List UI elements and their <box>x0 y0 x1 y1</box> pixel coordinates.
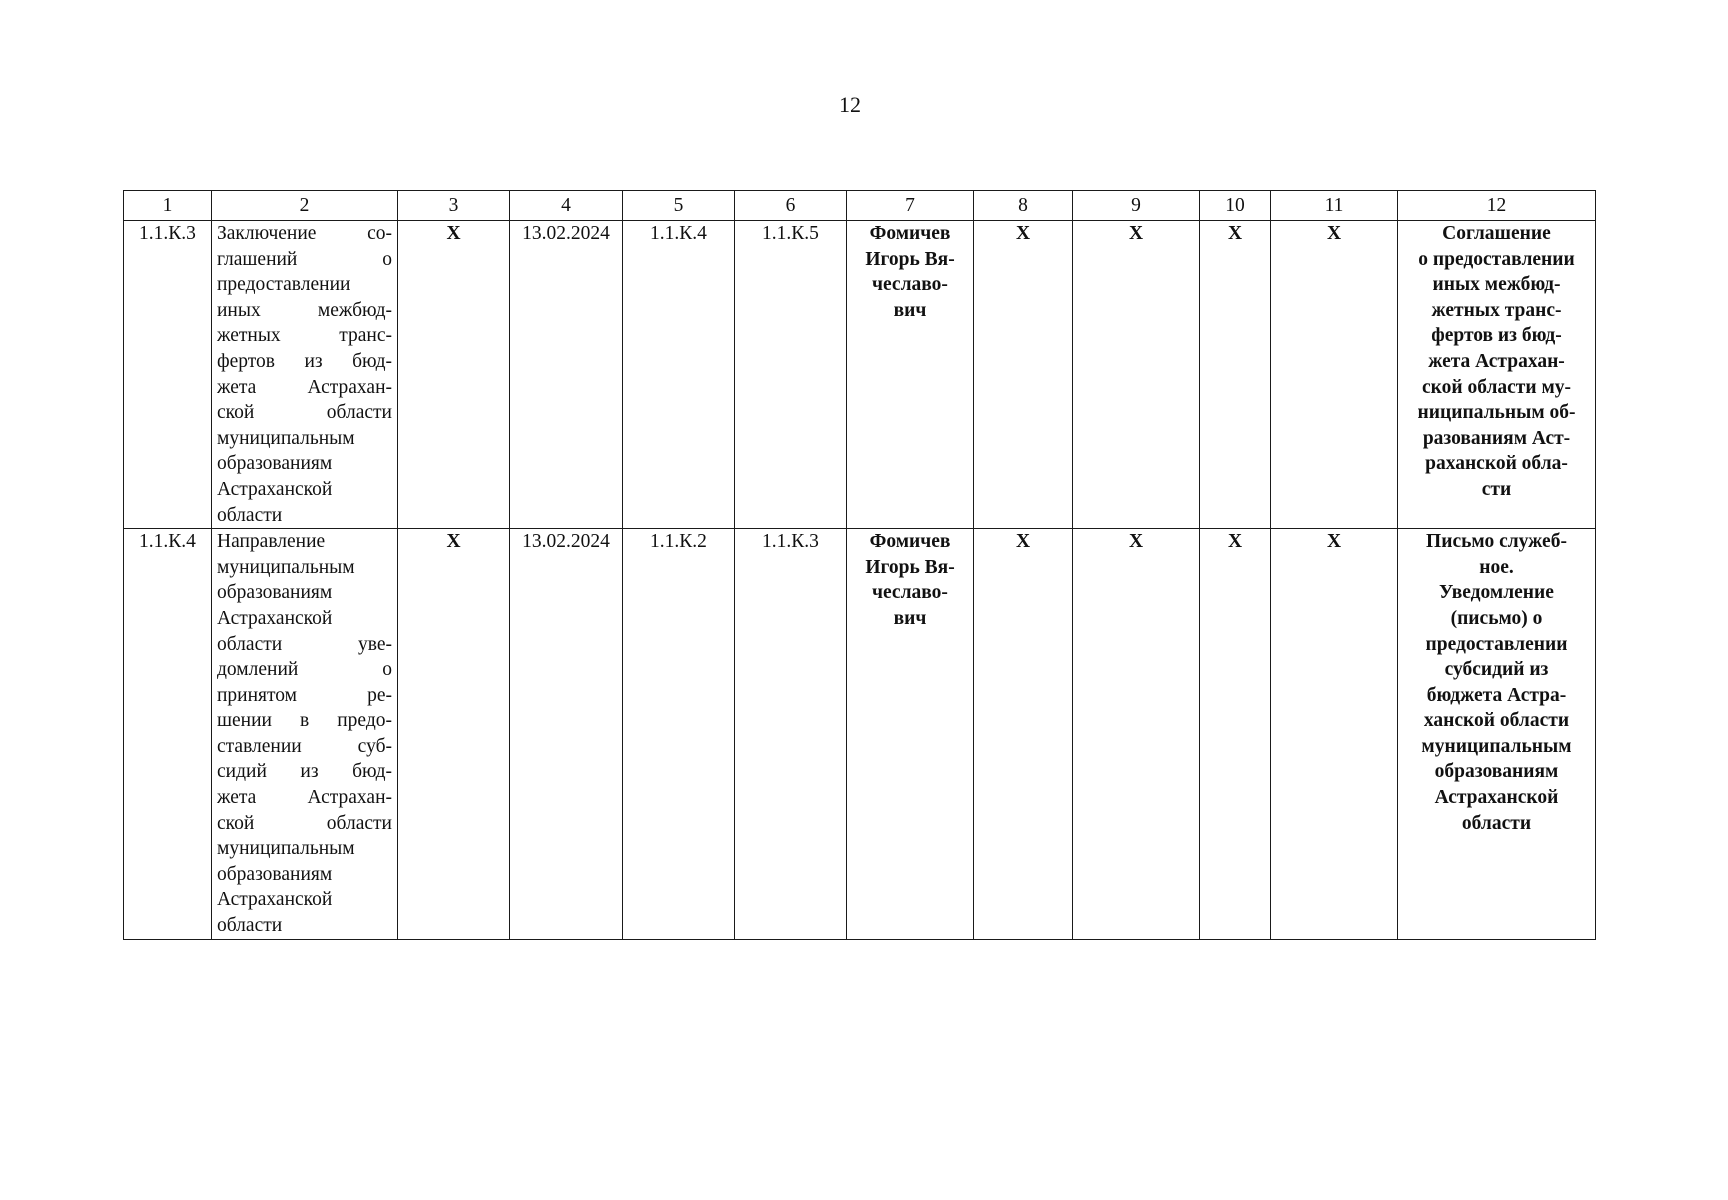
column-header-1: 1 <box>124 191 212 221</box>
responsible-cell <box>847 221 974 529</box>
result-text: Соглашение о предоставлении иных межбюд- жетных транс- фертов из бюд- жета Астрахан- ской области му- ниципальным об- разованиям Аст- раханской обла- сти <box>1417 223 1576 500</box>
result-cell <box>1398 529 1596 940</box>
responsible-text: Фомичев Игорь Вя- чеславо- вич <box>865 223 955 321</box>
ref-cell-col5: 1.1.К.4 <box>623 221 735 529</box>
responsible-text: Фомичев Игорь Вя- чеславо- вич <box>865 531 955 629</box>
mark-cell-col10: Х <box>1200 221 1271 529</box>
mark-cell-col11: Х <box>1271 529 1398 940</box>
column-header-11: 11 <box>1271 191 1398 221</box>
plan-table <box>123 190 1596 940</box>
result-cell <box>1398 221 1596 529</box>
date-cell: 13.02.2024 <box>510 529 623 940</box>
mark-cell-col9: Х <box>1073 529 1200 940</box>
column-header-9: 9 <box>1073 191 1200 221</box>
column-header-8: 8 <box>974 191 1073 221</box>
column-header-10: 10 <box>1200 191 1271 221</box>
description-cell <box>212 221 398 529</box>
date-cell: 13.02.2024 <box>510 221 623 529</box>
mark-cell-col3: Х <box>398 529 510 940</box>
mark-cell-col9: Х <box>1073 221 1200 529</box>
column-header-6: 6 <box>735 191 847 221</box>
responsible-cell <box>847 529 974 940</box>
table-row <box>124 221 1596 529</box>
description-text: Заключение со- глашений о предоставлении иных межбюд- жетных транс- фертов из бюд- жета Астрахан- ской области муниципальным образованиям Астраханской области <box>217 223 392 526</box>
column-header-12: 12 <box>1398 191 1596 221</box>
mark-cell-col11: Х <box>1271 221 1398 529</box>
description-text: Направление муниципальным образованиям Астраханской области уве- домлений о принятом ре- шении в предо- ставлении суб- сидий из бюд- жета Астрахан- ской области муниципальным образованиям Астраханской области <box>217 531 392 937</box>
ref-cell-col6: 1.1.К.3 <box>735 529 847 940</box>
column-header-7: 7 <box>847 191 974 221</box>
ref-cell-col5: 1.1.К.2 <box>623 529 735 940</box>
row-id-cell: 1.1.К.3 <box>124 221 212 529</box>
description-cell <box>212 529 398 940</box>
column-header-2: 2 <box>212 191 398 221</box>
mark-cell-col8: Х <box>974 221 1073 529</box>
column-header-5: 5 <box>623 191 735 221</box>
header-row <box>124 191 1596 221</box>
ref-cell-col6: 1.1.К.5 <box>735 221 847 529</box>
mark-cell-col10: Х <box>1200 529 1271 940</box>
mark-cell-col8: Х <box>974 529 1073 940</box>
column-header-3: 3 <box>398 191 510 221</box>
result-text: Письмо служеб- ное. Уведомление (письмо) о предоставлении субсидий из бюджета Астра- ханской области муниципальным образованиям Астраханской области <box>1421 531 1572 834</box>
table-row <box>124 529 1596 940</box>
column-header-4: 4 <box>510 191 623 221</box>
page-number: 12 <box>839 92 861 117</box>
mark-cell-col3: Х <box>398 221 510 529</box>
row-id-cell: 1.1.К.4 <box>124 529 212 940</box>
